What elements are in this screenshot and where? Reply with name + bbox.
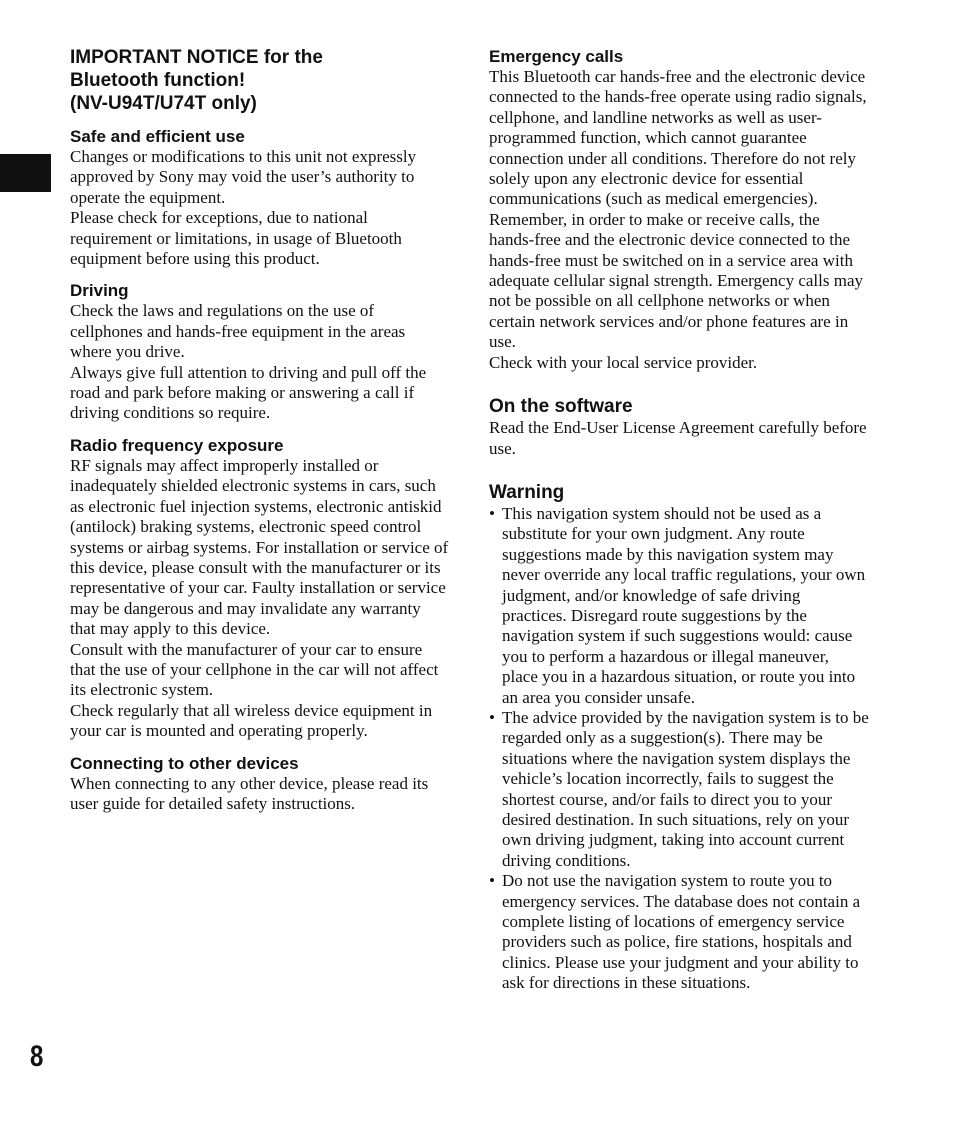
warning-list [489,504,869,994]
section-warning [489,481,869,994]
section-paragraph: This Bluetooth car hands-free and the electronic device connected to the hands-free operate using radio signals, cellphone, and landline networks as well as user-programmed function, which cannot guarantee connection under all conditions. Therefore do not rely solely upon any electronic device for essential communications (such as medical emergencies). [489,67,867,209]
section-paragraph: Check regularly that all wireless device equipment in your car is mounted and operating properly. [70,700,433,741]
section-radio-frequency [70,435,450,742]
section-heading: Connecting to other devices [70,753,299,773]
section-paragraph: When connecting to any other device, please read its user guide for detailed safety instructions. [70,773,429,813]
section-heading: Emergency calls [489,47,624,66]
section-connecting-devices [70,753,450,815]
warning-bullet: • Do not use the navigation system to route you to emergency services. The database does not contain a complete listing of locations of emergency service providers such as police, fire stations, hospitals and clinics. Please use your judgment and your ability to ask for directions in these situations. [489,871,869,993]
section-paragraph: Changes or modifications to this unit not expressly approved by Sony may void the user’s authority to operate the equipment. [70,147,417,207]
section-heading: Driving [70,281,129,301]
section-heading: Warning [489,481,565,503]
section-heading: Radio frequency exposure [70,435,284,455]
section-emergency-calls [489,46,869,373]
section-paragraph: Consult with the manufacturer of your car to ensure that the use of your cellphone in the car will not affect its electronic system. [70,639,439,700]
notice-title-line: IMPORTANT NOTICE for the [70,47,323,68]
section-paragraph: RF signals may affect improperly installed or inadequately shielded electronic systems in cars, such as electronic fuel injection systems, electronic antiskid (antilock) braking systems, electronic speed control systems or airbag systems. For installation or service of this device, please consult with the manufacturer or its representative of your car. Faulty installation or service may be dangerous and may invalidate any warranty that may apply to this device. [70,455,449,639]
section-paragraph: Check with your local service provider. [489,352,758,372]
warning-bullet: • This navigation system should not be used as a substitute for your own judgment. Any route suggestions made by this navigation system may never override any local traffic regulations, your own judgment, and/or knowledge of safe driving practices. Disregard route suggestions by the navigation system if such suggestions would: cause you to perform a hazardous or illegal maneuver, place you in a hazardous situation, or route you into an area you consider unsafe. [489,504,869,708]
warning-bullet: • The advice provided by the navigation system is to be regarded only as a suggestion(s). There may be situations where the navigation system displays the vehicle’s location incorrectly, fails to suggest the shortest course, and/or fails to direct you to your desired destination. In such situations, rely on your own driving judgment, taking into account current driving conditions. [489,708,869,871]
notice-title [70,46,450,115]
left-column [70,46,450,825]
section-driving [70,280,450,423]
page-number: 8 [30,1040,44,1073]
right-column [489,46,869,994]
section-heading: On the software [489,396,633,418]
section-heading: Safe and efficient use [70,127,245,146]
section-safe-use [70,126,450,269]
section-software [489,395,869,459]
section-paragraph: Always give full attention to driving and pull off the road and park before making or answering a call if driving conditions so require. [70,362,427,423]
section-paragraph: Read the End-User License Agreement carefully before use. [489,418,867,458]
chapter-tab-marker [0,154,51,192]
notice-title-line: (NV-U94T/U74T only) [70,93,257,114]
section-paragraph: Check the laws and regulations on the use of cellphones and hands-free equipment in the areas where you drive. [70,301,406,362]
section-paragraph: Please check for exceptions, due to national requirement or limitations, in usage of Bluetooth equipment before using this product. [70,208,402,269]
section-paragraph: Remember, in order to make or receive calls, the hands-free and the electronic device connected to the hands-free must be switched on in a service area with adequate cellular signal strength. Emergency calls may not be possible on all cellphone networks or when certain network services and/or phone features are in use. [489,209,864,352]
notice-title-line: Bluetooth function! [70,70,246,91]
